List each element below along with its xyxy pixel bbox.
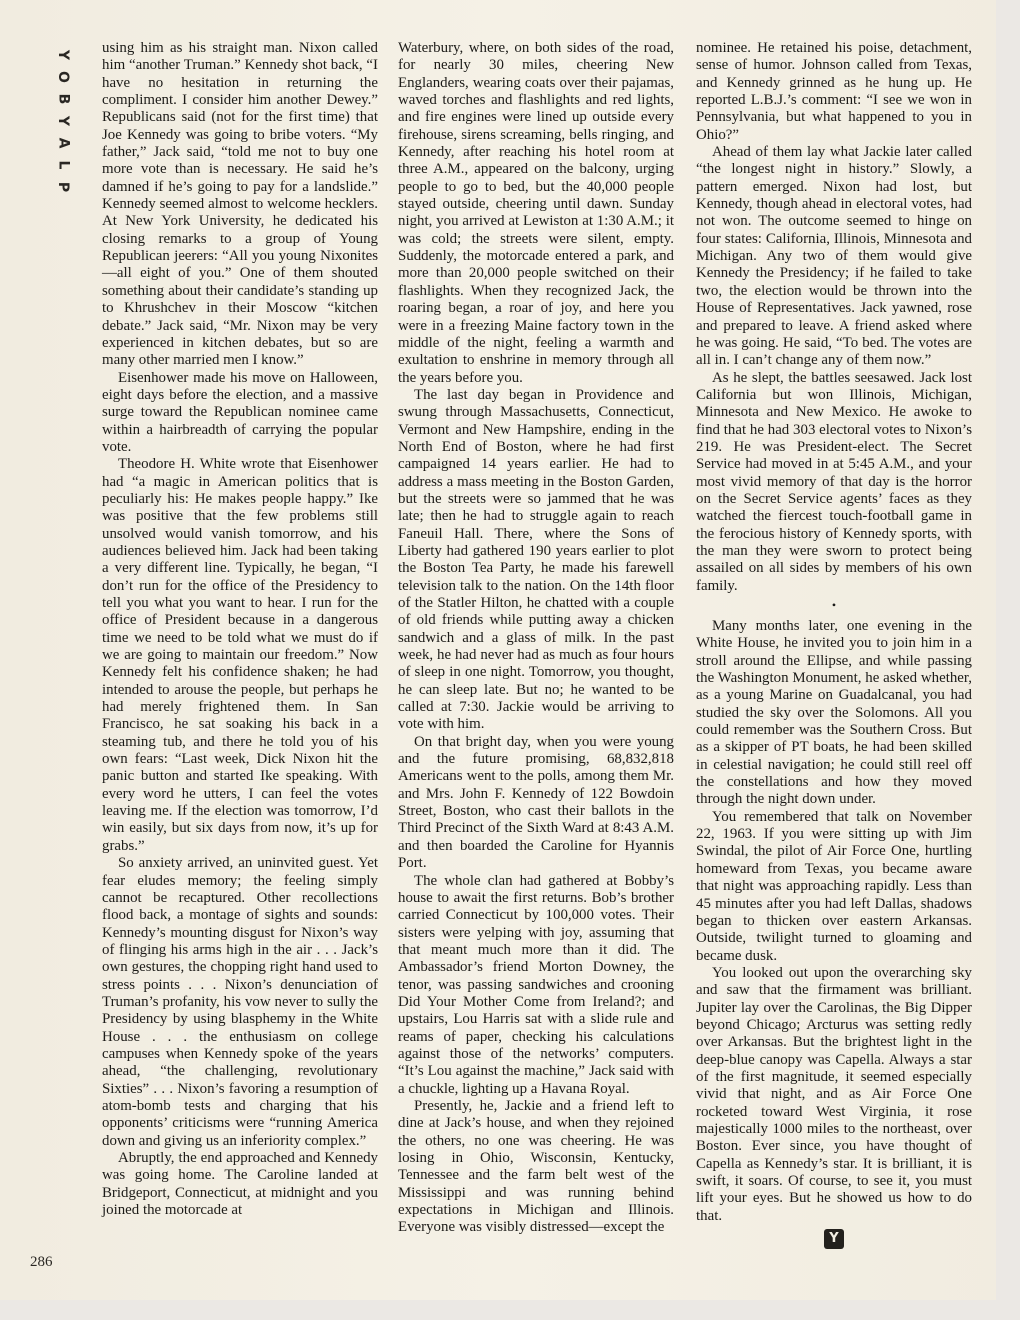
paragraph: The last day began in Providence and swung through Massachusetts, Connecticut, Vermont and New Hampshire, ending in the North End of Boston, where he had first campaigned 14 years earlier. He had to address a mass meeting in the Boston Garden, but the streets were so jammed that he was late; then he had to struggle again to reach Faneuil Hall. There, where the Sons of Liberty had gathered 190 years earlier to plot the Boston Tea Party, he made his farewell television talk to the nation. On the 14th floor of the Statler Hilton, he chatted with a couple of old friends while putting away a chicken sandwich and a glass of milk. In the past week, he had never had as much as four hours of sleep in one night. Tomorrow, you thought, he can sleep late. But no; he wanted to be called at 7:30. Jackie would be arriving to vote with him. [398,386,674,733]
paragraph: You remembered that talk on November 22, 1963. If you were sitting up with Jim Swindal, the pilot of Air Force One, hurtling homeward from Texas, you became aware that night was approaching rapidly. Less than 45 minutes after you had left Dallas, shadows began to thicken over eastern Arkansas. Outside, twilight turned to gloaming and became dusk. [696,808,972,964]
magazine-letter: O [55,71,71,83]
paragraph: using him as his straight man. Nixon called him “another Truman.” Kennedy shot back, “I have no hesitation in returning the compliment. I consider him another Dewey.” Republicans said (not for the first time) that Joe Kennedy was going to bribe voters. “My father,” Jack said, “told me not to buy one more vote than is necessary. He said he’s damned if he’s going to pay for a landslide.” Kennedy seemed almost to welcome hecklers. At New York University, he dedicated his closing remarks to a group of Young Republican jeerers: “All you young Nixonites—all eight of you.” One of them shouted something about their candidate’s standing up to Khrushchev in their Moscow “kitchen debate.” Jack said, “Mr. Nixon may be very experienced in kitchen debates, but so are many other married men I know.” [102,40,378,369]
page-edge [996,0,1020,1320]
paragraph: nominee. He retained his poise, detachment, sense of humor. Johnson called from Texas, and Kennedy grinned as he hung up. He reported L.B.J.’s comment: “I see we won in Pennsylvania, but what happened to you in Ohio?” [696,40,972,143]
magazine-letter: L [54,160,71,170]
magazine-letter: P [54,181,71,193]
magazine-letter: Y [54,49,71,61]
text-column-3 [696,40,972,1249]
paragraph: The whole clan had gathered at Bobby’s house to await the first returns. Bob’s brother carried Connecticut by 100,000 votes. Their sisters were yelping with joy, assuming that that meant much more than it did. The Ambassador’s friend Morton Downey, the tenor, was passing sandwiches and crooning Did Your Mother Come from Ireland?; and upstairs, Lou Harris sat with a slide rule and reams of paper, checking his calculations against those of the networks’ computers. “It’s Lou against the machine,” Jack said with a chuckle, lighting up a Havana Royal. [398,872,674,1097]
paragraph: So anxiety arrived, an uninvited guest. Yet fear eludes memory; the feeling simply cannot be recaptured. Other recollections flood back, a montage of sights and sounds: Kennedy’s mounting disgust for Nixon’s way of flinging his arms high in the air . . . Jack’s own gestures, the chopping right hand used to stress points . . . Nixon’s denunciation of Truman’s profanity, his vow never to sully the Presidency by using blasphemy in the White House . . . the enthusiasm on college campuses when Kennedy spoke of the years ahead, “the challenging, revolutionary Sixties” . . . Nixon’s favoring a resumption of atom-bomb tests and charging that his opponents’ criticisms were “running America down and giving us an inferiority complex.” [102,855,378,1149]
text-column-2 [398,40,674,1237]
page-edge-bottom [0,1300,1020,1320]
paragraph: Presently, he, Jackie and a friend left to dine at Jack’s house, and when they rejoined the others, no one was cheering. He was losing in Ohio, Wisconsin, Kentucky, Tennessee and the farm belt west of the Mississippi and was running behind expectations in Michigan and Illinois. Everyone was visibly distressed—except the [398,1097,674,1236]
paragraph: Theodore H. White wrote that Eisenhower had “a magic in American politics that is peculiarly his: He makes people happy.” Ike was positive that the few problems still unsolved would vanish tomorrow, and his audiences believed him. Jack had been taking a very different line. Typically, he began, “I don’t run for the office of the Presidency to tell you what you want to hear. I run for the office of President because in a dangerous time we need to be told what we must do if we are going to maintain our freedom.” Now Kennedy felt his confidence shaken; he had intended to arouse the people, but perhaps he had merely frightened them. In San Francisco, he sat soaking his back in a steaming tub, and there he told you of his own fears: “Last week, Dick Nixon hit the panic button and started Ike speaking. With every word he utters, I can feel the votes leaving me. If the election was tomorrow, I’d win easily, but six days from now, it’s up for grabs.” [102,456,378,854]
paragraph: Eisenhower made his move on Halloween, eight days before the election, and a massive surge toward the Republican nominee came within a hairbreadth of carrying the popular vote. [102,369,378,455]
paragraph: Abruptly, the end approached and Kennedy was going home. The Caroline landed at Bridgeport, Connecticut, at midnight and you joined the motorcade at [102,1150,378,1219]
text-column-1 [102,40,378,1219]
magazine-letter: B [54,93,71,105]
paragraph: As he slept, the battles seesawed. Jack lost California but won Illinois, Michigan, Minnesota and New Mexico. He awoke to find that he had 303 electoral votes to Nixon’s 219. He was President-elect. The Secret Service had moved in at 5:45 A.M., and your most vivid memory of that day is the horror on the Secret Service agents’ faces as they watched the fiercest touch-football game in the ferocious history of Kennedy sports, with the man they were sworn to protect being assailed on all sides by members of his own family. [696,369,972,594]
paragraph: Waterbury, where, on both sides of the road, for nearly 30 miles, cheering New Englanders, wearing coats over their pajamas, waved torches and flashlights and red lights, and fire engines were lined up outside every firehouse, sirens screaming, bells ringing, and Kennedy, after reaching his hotel room at three A.M., appeared on the balcony, urging people to go to bed, but the 40,000 people stayed outside, cheering until dawn. Sunday night, you arrived at Lewiston at 1:30 A.M.; it was cold; the streets were silent, empty. Suddenly, the motorcade entered a park, and more than 20,000 people switched on their flashlights. When they recognized Jack, the roaring began, a roar of joy, and here you were in a freezing Maine factory town in the middle of the night, feeling a warmth and exultation to enshrine in memory through all the years before you. [398,40,674,386]
paragraph: On that bright day, when you were young and the future promising, 68,832,818 Americans went to the polls, among them Mr. and Mrs. John F. Kennedy of 122 Bowdoin Street, Boston, who cast their ballots in the Third Precinct of the Sixth Ward at 8:43 A.M. and then boarded the Caroline for Hyannis Port. [398,733,674,872]
magazine-letter: Y [54,115,71,127]
paragraph: Ahead of them lay what Jackie later called “the longest night in history.” Slowly, a pattern emerged. Nixon had lost, but Kennedy, though ahead in electoral votes, had not won. The outcome seemed to hinge on four states: California, Illinois, Minnesota and Michigan. Any two of them would give Kennedy the Presidency; if he failed to take two, the election would be thrown into the House of Representatives. Jack yawned, rose and prepared to leave. A friend asked where he was going. He said, “To bed. The votes are all in. I can’t change any of them now.” [696,144,972,369]
paragraph: You looked out upon the overarching sky and saw that the firmament was brilliant. Jupiter lay over the Carolinas, the Big Dipper beyond Chicago; Arcturus was setting redly over Arkansas. But the brightest light in the deep-blue canopy was Capella. Always a star of the first magnitude, it seemed especially vivid that night, and as Air Force One rocketed toward West Virginia, it rose majestically 1000 miles to the northeast, over Boston. Ever since, you have thought of Capella as Kennedy’s star. It is brilliant, it is swift, it soars. Of course, to see it, you must lift your eyes. But he showed us how to do that. [696,964,972,1224]
page-number: 286 [30,1254,53,1270]
end-mark-icon: Y [824,1229,844,1249]
magazine-name-vertical [54,44,72,198]
paragraph: Many months later, one evening in the White House, he invited you to join him in a stroll around the Ellipse, and while passing the Washington Monument, he asked whether, as a young Marine on Guadalcanal, you had studied the sky over the Solomons. All you could remember was the Southern Cross. But as a skipper of PT boats, he had been skilled in celestial navigation; he could still reel off the constellations and how they moved through the night down under. [696,618,972,808]
magazine-letter: A [55,137,71,149]
section-separator-bullet: • [831,598,837,612]
